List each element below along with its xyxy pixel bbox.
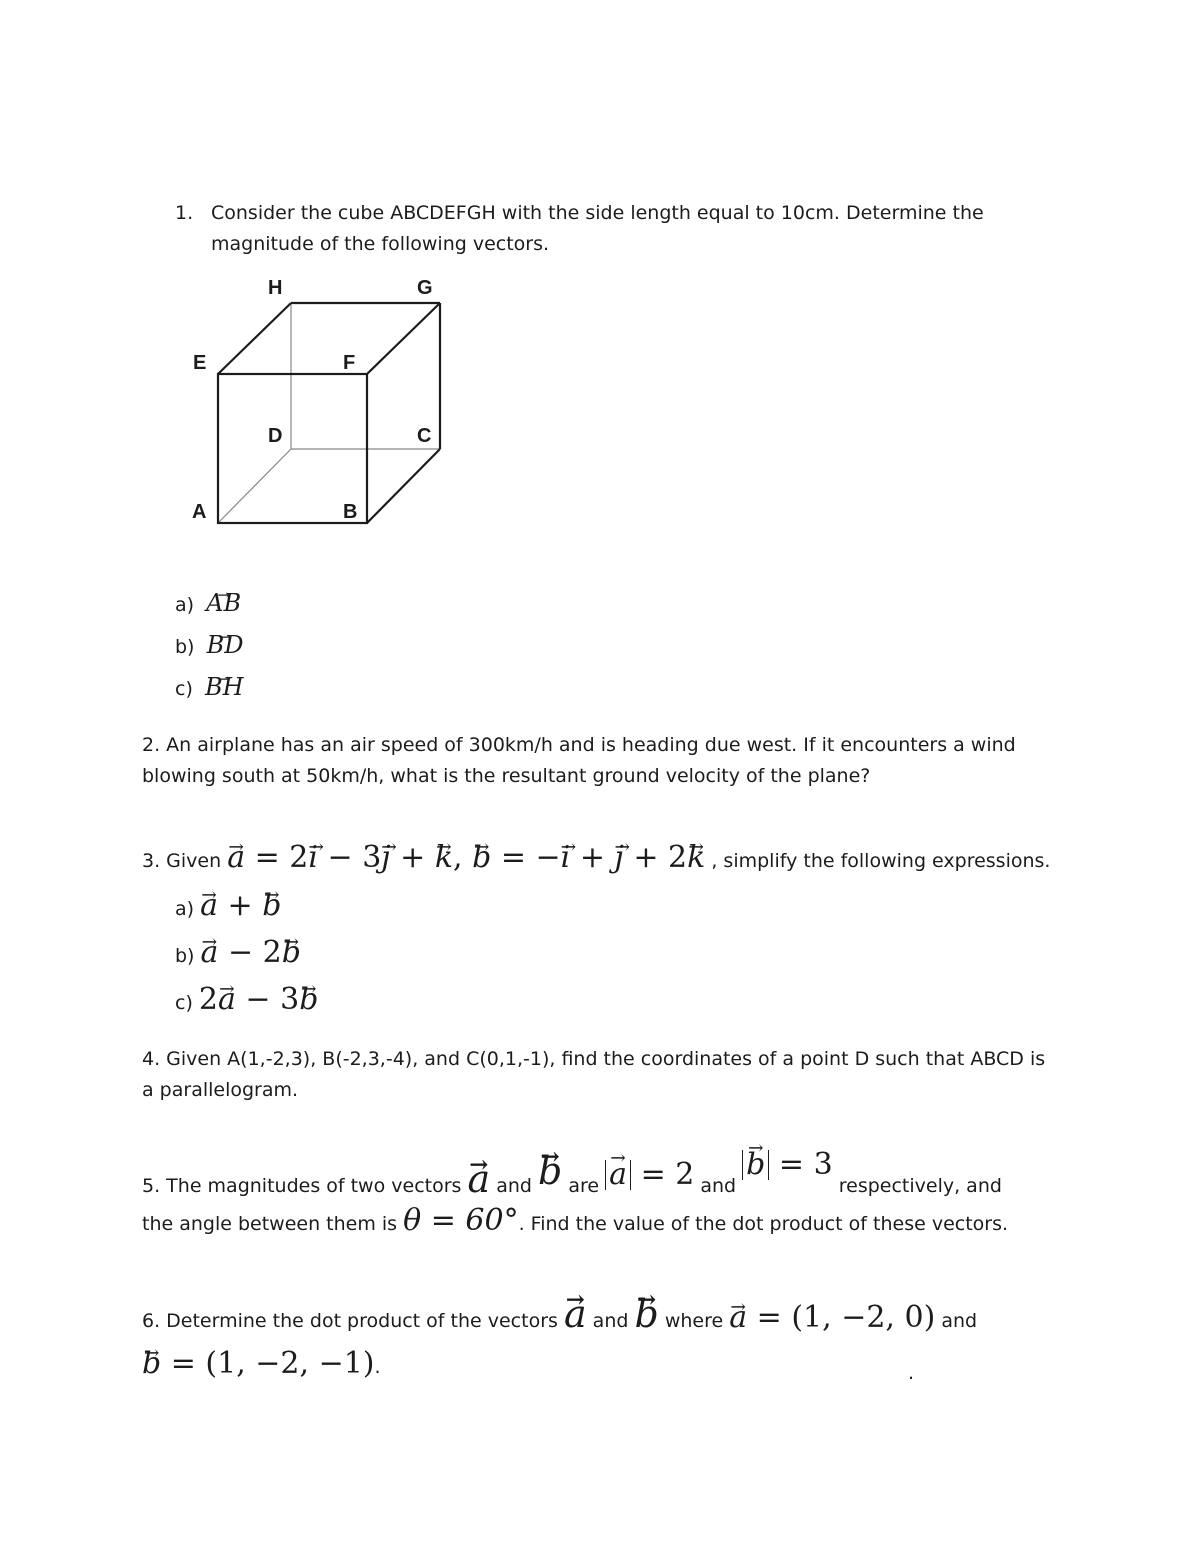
q6-line2: → b = (1, −2, −1). — [142, 1348, 381, 1383]
cube-edge-EH — [218, 303, 291, 374]
vertex-label-G: G — [417, 277, 433, 299]
vertex-label-F: F — [343, 352, 356, 374]
q1-part-c: c) → BH — [175, 672, 244, 705]
vector-b-q6: → b — [634, 1295, 658, 1333]
q3-part-b: b) → a − 2→ b — [175, 937, 301, 972]
vertex-label-C: C — [417, 425, 432, 447]
q2-text-line1: 2. An airplane has an air speed of 300km/h and is heading due west. If it encounters a wind — [142, 734, 1016, 756]
vertex-label-E: E — [193, 352, 207, 374]
q1-number: 1. — [175, 202, 194, 224]
q4-text-line1: 4. Given A(1,-2,3), B(-2,3,-4), and C(0,1,-1), find the coordinates of a point D such that ABCD is — [142, 1048, 1046, 1070]
cube-edge-AD — [218, 449, 291, 523]
vertex-label-B: B — [343, 501, 358, 523]
vector-AB: → AB — [206, 588, 241, 619]
q6-trailing-dot: . — [908, 1362, 915, 1384]
vector-BH: → BH — [205, 672, 244, 703]
q4-text-line2: a parallelogram. — [142, 1079, 299, 1101]
q3-intro-line: 3. Given → a = 2→ i − 3→ j + → k, → b = −→ i + → j + 2→ k , simplify the following expressions. — [142, 842, 1050, 877]
q3-part-c: c) 2→ a − 3→ b — [175, 984, 318, 1019]
vector-BD: → BD — [207, 630, 244, 661]
vector-a-q6: → a — [564, 1295, 587, 1333]
q1-text-line1: Consider the cube ABCDEFGH with the side length equal to 10cm. Determine the — [211, 202, 984, 224]
q2-text-line2: blowing south at 50km/h, what is the resultant ground velocity of the plane? — [142, 765, 871, 787]
vertex-label-D: D — [268, 425, 283, 447]
vertex-label-H: H — [268, 277, 283, 299]
q1-part-a: a) → AB — [175, 588, 241, 621]
q3-part-a: a) → a + → b — [175, 890, 281, 925]
q1-part-b: b) → BD — [175, 630, 243, 663]
q3-given-vectors: → a = 2→ i − 3→ j + → k, → b = −→ i + → j + 2→ k — [227, 842, 705, 873]
q5-line1: 5. The magnitudes of two vectors → a and → b are → a = 2 and → b = 3 respectively, and — [142, 1160, 1002, 1206]
vector-a: → a — [467, 1160, 490, 1198]
vector-b: → b — [538, 1152, 562, 1190]
q6-line1: 6. Determine the dot product of the vectors → a and → b where → a = (1, −2, 0) and — [142, 1295, 977, 1341]
cube-diagram — [180, 270, 470, 530]
cube-edge-BC — [367, 449, 440, 523]
q1-text-line2: magnitude of the following vectors. — [211, 233, 550, 255]
q5-line2: the angle between them is θ = 60°. Find the value of the dot product of these vectors. — [142, 1203, 1009, 1238]
vertex-label-A: A — [192, 501, 207, 523]
cube-edge-FG — [367, 303, 440, 374]
